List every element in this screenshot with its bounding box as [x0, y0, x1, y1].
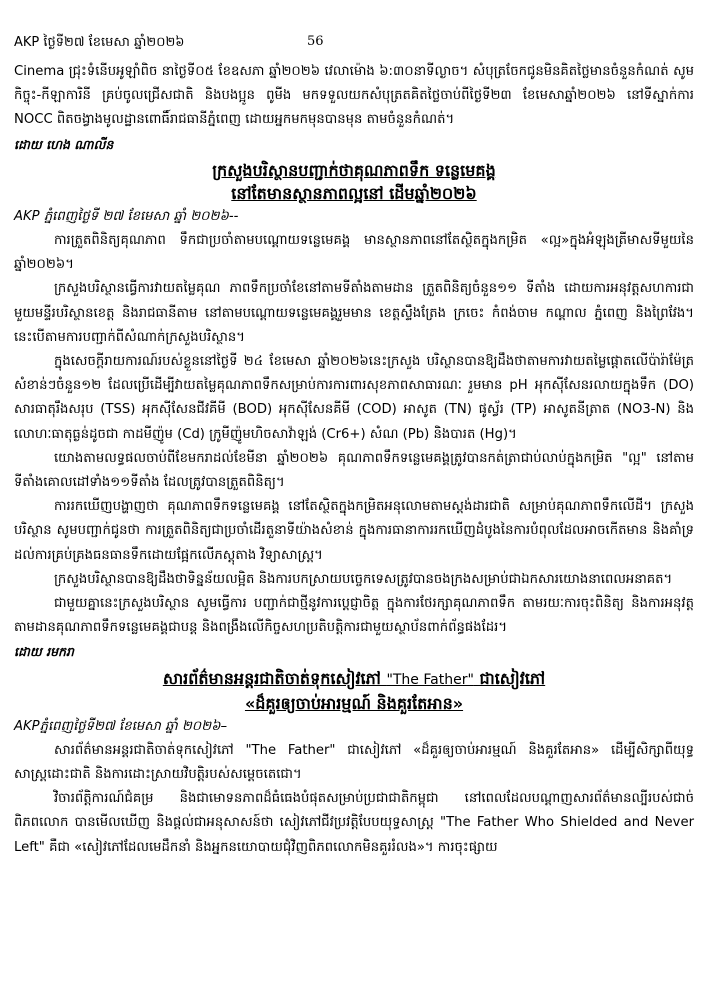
article2-headline-line1	[14, 667, 694, 692]
article2-headline-pre: សារព័ត៌មានអន្តរជាតិចាត់ទុកសៀវភៅ	[162, 668, 387, 688]
page-body	[14, 60, 694, 860]
article1-headline-line2: នៅតែមានស្ថានភាពល្អនៅ ដើមឆ្នាំ២០២៦	[231, 183, 477, 203]
article2-headline-line2: «ដ៏គួរឲ្យចាប់អារម្មណ៍ និងគួរតែអាន»	[244, 693, 464, 713]
article1-paragraph: ការត្រួតពិនិត្យគុណភាព ទឹកជាប្រចាំតាមបណ្តោយទន្លេមេគង្គ មានស្ថានភាពនៅតែស្ថិតក្នុងកម្រិត «ល្អ»ក្នុងអំឡុងត្រីមាសទីមួយនៃឆ្នាំ២០២៦។	[14, 233, 694, 273]
article1-byline: ដោយ​ រមករា	[14, 644, 74, 660]
article1-dateline: AKP ភ្នំពេញថ្ងៃទី ២៧ ខែមេសា ឆ្នាំ ២០២៦--	[14, 208, 239, 224]
article1-paragraph: ការរកឃើញបង្ហាញថា គុណភាពទឹកទន្លេមេគង្គ នៅតែស្ថិតក្នុងកម្រិតអនុលោមតាមស្តង់ដារជាតិ សម្រាប់គុណភាពទឹកលើដី។ ក្រសួងបរិស្ថាន សូមបញ្ជាក់ជូនថា ការត្រួតពិនិត្យជាប្រចាំដើរតួនាទីយ៉ាងសំខាន់ ក្នុងការធានាការរកឃើញដំបូងនៃការបំពុលដែលអាចកើតមាន និងគាំទ្រដល់ការគ្រប់គ្រងធនធានទឹកដោយផ្អែកលើភស្តុតាង វិទ្យាសាស្ត្រ។	[14, 499, 694, 563]
article2-dateline: AKPភ្នំពេញថ្ងៃទី២៧ ខែមេសា ឆ្នាំ ២០២៦–	[14, 718, 228, 734]
article1-paragraph: ក្រសួងបរិស្ថានបានឱ្យដឹងថាទិន្នន័យលម្អិត និងការបកស្រាយបច្ចេកទេសត្រូវបានចងក្រងសម្រាប់ជាឯកសារយោងនាពេលអនាគត។	[54, 571, 673, 587]
running-head: AKP ថ្ងៃទី២៧ ខែមេសា ឆ្នាំ២០២៦	[14, 35, 185, 50]
article1-paragraph: ជាមួយគ្នានេះក្រសួងបរិស្ថាន សូមធ្វើការ បញ្ជាក់ជាថ្មីនូវការប្តេជ្ញាចិត្ត ក្នុងការថែរក្សាគុណភាពទឹក តាមរយៈការចុះពិនិត្យ និងការអនុវត្តតាមដានគុណភាពទឹកទន្លេមេគង្គជាបន្ត និងពង្រឹងលើកិច្ចសហប្រតិបត្តិការជាមួយស្ថាប័នពាក់ព័ន្ធផងដែរ។	[14, 596, 694, 636]
article1-paragraph: ក្រសួងបរិស្ថានធ្វើការវាយតម្លៃគុណ ភាពទឹកប្រចាំខែនៅតាមទីតាំងតាមដាន ត្រួតពិនិត្យចំនួន១១ ទីតាំង ដោយការអនុវត្តសហការជាមួយមន្ទីរបរិស្ថានខេត្ត និងរាជធានីតាម នៅតាមបណ្តោយទន្លេមេគង្គរួមមាន ខេត្តស្ទឹងត្រែង ក្រចេះ កំពង់ចាម កណ្តាល ភ្នំពេញ និងព្រៃវែង។នេះបើតាមការបញ្ជាក់ពីសំណាក់ក្រសួងបរិស្ថាន។	[14, 281, 694, 345]
intro-paragraph: Cinema ជ្រុះទំនើបអូឡាំពិច នាថ្ងៃទី០៥ ខែឧសភា ឆ្នាំ២០២៦ វេលាម៉ោង ៦:៣០នាទីល្ងាច។ សំបុត្រចែកជូនមិនគិតថ្លៃមានចំនួនកំណត់ សូមកិច្ចុះ-កីឡាការិនី គ្រប់ចូលជ្រើសជាតិ និងបងប្អូន ពូមីង មកទទួលយកសំបុត្រតគិតថ្លៃចាប់ពីថ្ងៃទី២៣ ខែមេសាឆ្នាំ២០២៦ នៅទីស្នាក់ការ NOCC ពិតចង្វាងមូលដ្ឋានពោធិ៍រាជធានីភ្នំពេញ ដោយអ្នកមកមុនបានមុន តាមចំនួនកំណត់។	[14, 64, 694, 128]
running-header	[14, 34, 694, 56]
article2-headline-title: "The Father"	[386, 671, 474, 688]
article1-paragraph: យោងតាមលទ្ធផលចាប់ពីខែមករាដល់ខែមីនា ឆ្នាំ២០២៦ គុណភាពទឹកទន្លេមេគង្គត្រូវបានកត់ត្រាជាប់លាប់ក្នុងកម្រិត "ល្អ" នៅតាមទីតាំងគោលដៅទាំង១១ទីតាំង ដែលត្រូវបានត្រួតពិនិត្យ។	[14, 450, 694, 491]
article2-paragraph: សារព័ត៌មានអន្តរជាតិចាត់ទុកសៀវភៅ "The Father" ជាសៀវភៅ «ដ៏គួរឲ្យចាប់អារម្មណ៍ និងគួរតែអាន» ដើម្បីសិក្សាពីយុទ្ធសាស្ត្រដោះជាតិ និងការដោះស្រាយវិបត្តិរបស់សម្តេចតេជោ។	[14, 742, 694, 783]
article2-headline-post: ជាសៀវភៅ	[473, 668, 546, 688]
intro-byline: ដោយ ហេង ណាលីន	[14, 136, 114, 152]
article2-paragraph: វិចារព័ត្តិការណ៍ជំគម្រ និងជាមោទនភាពដ៏ធំធេងបំផុតសម្រាប់ប្រជាជាតិកម្ពុជា នៅពេលដែលបណ្តាញសារព័ត៌មានល្បីរបស់ជាច់ពិភពលោក បានមើលឃើញ និងផ្តល់ជាអនុសាសន៍ថា សៀវភៅជីវប្រវត្តិបែបយុទ្ធសាស្ត្រ "The Father Who Shielded and Never Left" គឺជា «សៀវភៅដែលមេដឹកនាំ និងអ្នកនយោបាយជុំវិញពិភពលោកមិនគួររំលង»។ ការចុះផ្សាយ	[14, 791, 694, 855]
article1-headline-line1: ក្រសួងបរិស្ថានបញ្ជាក់ថាគុណភាពទឹក ទន្លេមេគង្គ	[212, 160, 496, 180]
page-number: 56	[307, 34, 324, 49]
article1-paragraph: ក្នុងសេចក្តីរាយការណ៍របស់ខ្លួននៅថ្ងៃទី ២៤ ខែមេសា ឆ្នាំ២០២៦នេះក្រសួង បរិស្ថានបានឱ្យដឹងថាតាមការវាយតម្លៃផ្តោតលើប៉ារ៉ាម៉ែត្រសំខាន់ៗចំនួន១២ ដែលប្រើដើម្បីវាយតម្លៃគុណភាពទឹកសម្រាប់ការការពារសុខភាពសាធារណៈ រួមមាន pH អុកស៊ីសែនរលាយក្នុងទឹក (DO) សារធាតុរឹងសរុប (TSS) អុកស៊ីសែនជីវគីមី (BOD) អុកស៊ីសែនគីមី (COD) អាសូត (TN) ផូស្វ័រ (TP) អាសូតនីត្រាត (NO3-N) និងលោហៈធាតុធ្ងន់ដូចជា កាដមីញ៉ូម (Cd) ក្រូមីញ៉ូមហិចសាវ៉ាឡង់ (Cr6+) សំណ (Pb) និងបារត (Hg)។	[14, 354, 694, 442]
